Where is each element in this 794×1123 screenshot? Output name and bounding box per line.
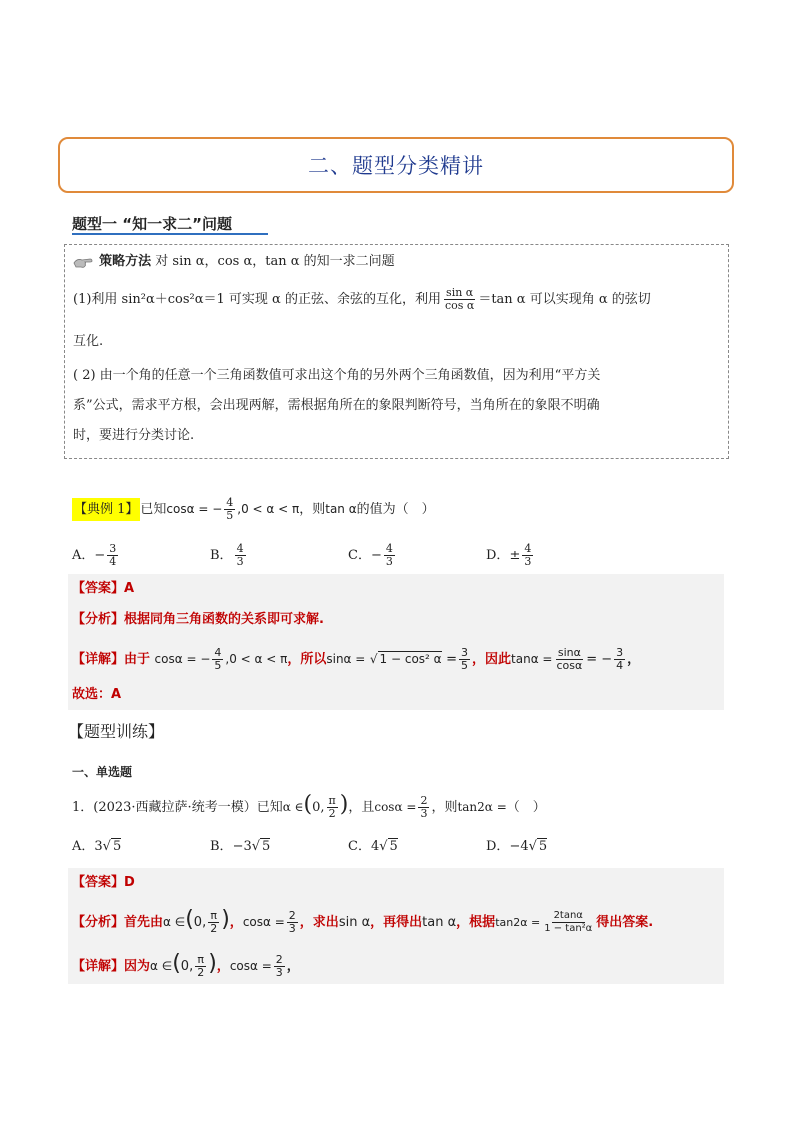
detail-tan: tanα = — [511, 652, 553, 666]
den: 3 — [420, 807, 428, 820]
an-int: 0, — [193, 915, 207, 930]
an-frac — [287, 910, 298, 935]
num: 4 — [524, 542, 532, 555]
strategy-p2-b: 系”公式，需求平方根，会出现两解，需根据角所在的象限判断符号，当角所在的象限不明确 — [73, 398, 600, 413]
training-title: 【题型训练】 — [68, 722, 165, 741]
label: D． — [486, 548, 510, 563]
detail-frac-2 — [459, 647, 470, 672]
label: C． — [348, 839, 371, 854]
an-text-c: ，再得出 — [370, 915, 423, 930]
dt-alpha: α ∈ — [150, 959, 173, 973]
strategy-p2-a: ( 2) 由一个角的任意一个三角函数值可求出这个角的另外两个三角函数值，因为利用“平方关 — [73, 368, 601, 383]
stem-tan: tan α — [325, 502, 357, 516]
detail-label: 【详解】由于 — [72, 652, 151, 667]
num: sinα — [557, 646, 581, 659]
q1-stem: 1．(2023·西藏拉萨·统考一模）已知α ∈(0, $\frac{\pi}{2}$ )，且cosα = $\frac{2}{3}$ ，则tan2α =（ ） — [72, 792, 546, 820]
q1-tan2: tan2α = — [457, 800, 507, 814]
example1-answer: 【答案】A — [72, 581, 135, 596]
num: 4 — [385, 542, 393, 555]
den: 3 — [385, 555, 393, 568]
den: 5 — [226, 509, 234, 522]
example1-stem — [72, 497, 435, 522]
an-alpha: α ∈ — [163, 915, 186, 929]
example1-option-a — [72, 543, 120, 568]
num: 2 — [275, 953, 283, 966]
an-frac-pi — [208, 910, 219, 935]
fraction — [107, 543, 118, 568]
num: 3 — [461, 646, 469, 659]
example1-option-d — [486, 543, 535, 568]
sign: ± — [509, 548, 521, 563]
den: cosα — [556, 659, 583, 672]
q1-alpha: α ∈ — [282, 800, 304, 814]
pointing-hand-icon — [73, 255, 95, 269]
label: D． — [486, 839, 510, 854]
q1-text-d: （ ） — [506, 800, 546, 815]
detail-frac-1 — [212, 647, 223, 672]
q1-solution-block — [68, 868, 724, 984]
q1-text-c: ，则 — [431, 800, 458, 815]
stem-text-b: ，则 — [299, 502, 326, 517]
example1-detail: 【详解】由于 cosα = − $\frac{4}{5}$ ,0 < α < π，所以sinα = √ 1 − cos² α = $\frac{3}{5}$ ，因此tanα = $\frac{\sin\alpha}{\cos\alpha}$ = − $\frac{3}{4}$ ， — [72, 646, 641, 672]
title-underline — [72, 233, 268, 235]
strategy-box — [64, 244, 729, 459]
q1-option-c: C．4√ 5 — [348, 839, 398, 854]
num: π — [328, 794, 336, 807]
an-sin: sin α — [338, 915, 371, 930]
sqrt-five: 5 — [389, 839, 398, 854]
q1-option-a: A．3√ 5 — [72, 839, 122, 854]
q1-option-b: B．−3√ 5 — [210, 839, 271, 854]
stem-text-a: 已知 — [140, 502, 167, 517]
q1-detail: 【详解】因为α ∈(0, $\frac{\pi}{2}$ )，cosα = $\frac{2}{3}$ ， — [72, 951, 300, 979]
an-text-b: ，求出 — [299, 915, 339, 930]
detail-sin: sinα = — [326, 652, 366, 666]
den: 2 — [210, 922, 218, 935]
dt-frac-pi — [195, 954, 206, 979]
detail-sqrt: 1 − cos² α — [379, 652, 442, 666]
q1-option-d: D．−4√ 5 — [486, 839, 548, 854]
num: 2 — [288, 909, 296, 922]
label: B． — [210, 548, 233, 563]
den: 2 — [328, 807, 336, 820]
sign: − — [370, 548, 382, 563]
sqrt-five: 5 — [112, 839, 122, 854]
den: 3 — [236, 555, 244, 568]
strategy-label: 策略方法 — [99, 254, 152, 269]
num: 3 — [109, 542, 117, 555]
sign: − — [94, 548, 106, 563]
example1-tag: 【典例 1】 — [72, 498, 140, 521]
stem-cos: cosα = − — [166, 502, 223, 516]
num: 3 — [616, 646, 624, 659]
stem-fraction — [224, 497, 235, 522]
den: 3 — [524, 555, 532, 568]
q1-cos: cosα = — [374, 800, 417, 814]
q1-frac-pi — [327, 795, 338, 820]
stem-text-c: 的值为（ ） — [356, 502, 435, 517]
strategy-p1-c: 互化. — [73, 334, 104, 349]
label: B． — [210, 839, 233, 854]
dt-end: ， — [286, 959, 300, 974]
example1-option-c — [348, 543, 397, 568]
detail-eq2: = − — [586, 652, 613, 667]
num: 2tanα — [553, 910, 583, 921]
frac-num: sin α — [446, 286, 474, 299]
dt-cos: cosα = — [229, 959, 272, 973]
detail-cos: cosα = − — [154, 652, 211, 666]
frac-den: cos α — [444, 299, 475, 312]
den: 4 — [109, 555, 117, 568]
label: A． — [72, 839, 95, 854]
fraction — [384, 543, 395, 568]
question-type-title: 题型一 “知一求二”问题 — [72, 215, 232, 233]
detail-frac-4 — [614, 647, 625, 672]
section-header-title: 二、题型分类精讲 — [308, 154, 484, 178]
stem-cond: ,0 < α < π — [237, 502, 300, 516]
q1-answer: 【答案】D — [72, 875, 135, 890]
num: 4 — [236, 542, 244, 555]
example1-analysis: 【分析】根据同角三角函数的关系即可求解. — [72, 612, 324, 627]
strategy-heading — [73, 253, 395, 271]
q1-frac — [418, 795, 429, 820]
strategy-p1 — [73, 287, 651, 312]
den: 4 — [616, 659, 624, 672]
num: 2 — [420, 794, 428, 807]
fraction — [522, 543, 533, 568]
strategy-p1-a: (1)利用 sin²α＋cos²α＝1 可实现 α 的正弦、余弦的互化，利用 — [73, 292, 441, 307]
section-header-box — [58, 137, 734, 193]
dt-text-a: 【详解】因为 — [72, 959, 151, 974]
sqrt-five: 5 — [538, 839, 548, 854]
q1-text-b: ，且 — [348, 800, 375, 815]
den: 5 — [461, 659, 469, 672]
detail-end: ， — [627, 652, 641, 667]
den: 2 — [197, 966, 205, 979]
den: 3 — [275, 966, 283, 979]
label: C． — [348, 548, 371, 563]
an-text-e: 得出答案. — [596, 915, 654, 930]
den: 1 − tan²α — [544, 923, 593, 934]
an-frac-tan — [542, 910, 594, 935]
fraction — [235, 543, 246, 568]
value: −3 — [232, 839, 252, 854]
num: π — [210, 909, 218, 922]
strategy-p2-c: 时，要进行分类讨论. — [73, 428, 195, 443]
dt-frac — [274, 954, 285, 979]
strategy-heading-text: 对 sin α，cos α，tan α 的知一求二问题 — [155, 254, 395, 269]
detail-therefore: ，因此 — [472, 652, 512, 667]
dt-int: 0, — [180, 959, 194, 974]
sin-over-cos-fraction — [443, 287, 476, 312]
an-text-d: ，根据 — [456, 915, 496, 930]
an-text-a: 【分析】首先由 — [72, 915, 164, 930]
detail-eq: = — [446, 652, 458, 667]
q1-analysis: 【分析】首先由α ∈(0, $\frac{\pi}{2}$ )，cosα = $\frac{2}{3}$ ，求出sin α，再得出tan α，根据tan2α = $\frac{2\tan\alpha}{\text{1 − tan²α}}$ 得出答案. — [72, 907, 654, 935]
dt-comma: ， — [216, 959, 230, 974]
den: 3 — [288, 922, 296, 935]
example1-choose: 故选：A — [72, 687, 122, 702]
detail-cond: ,0 < α < π — [225, 652, 288, 666]
training-subtitle: 一、单选题 — [72, 765, 133, 779]
an-tan2: tan2α = — [495, 916, 541, 929]
num: π — [197, 953, 205, 966]
q1-int: 0, — [312, 800, 325, 815]
example1-option-b — [210, 543, 248, 568]
sqrt-five: 5 — [262, 839, 271, 854]
value: −4 — [509, 839, 529, 854]
detail-so: ，所以 — [287, 652, 327, 667]
value: 3 — [94, 839, 103, 854]
q1-text-a: 1．(2023·西藏拉萨·统考一模）已知 — [72, 800, 283, 815]
value: 4 — [370, 839, 380, 854]
an-tan: tan α — [422, 915, 457, 930]
num: 4 — [214, 646, 222, 659]
label: A． — [72, 548, 95, 563]
num: 4 — [226, 496, 234, 509]
den: 5 — [214, 659, 222, 672]
an-cos: cosα = — [242, 915, 285, 929]
detail-frac-3 — [554, 647, 584, 672]
example1-solution-block — [68, 574, 724, 710]
strategy-p1-b: ＝tan α 可以实现角 α 的弦切 — [478, 292, 651, 307]
an-comma: ， — [229, 915, 243, 930]
